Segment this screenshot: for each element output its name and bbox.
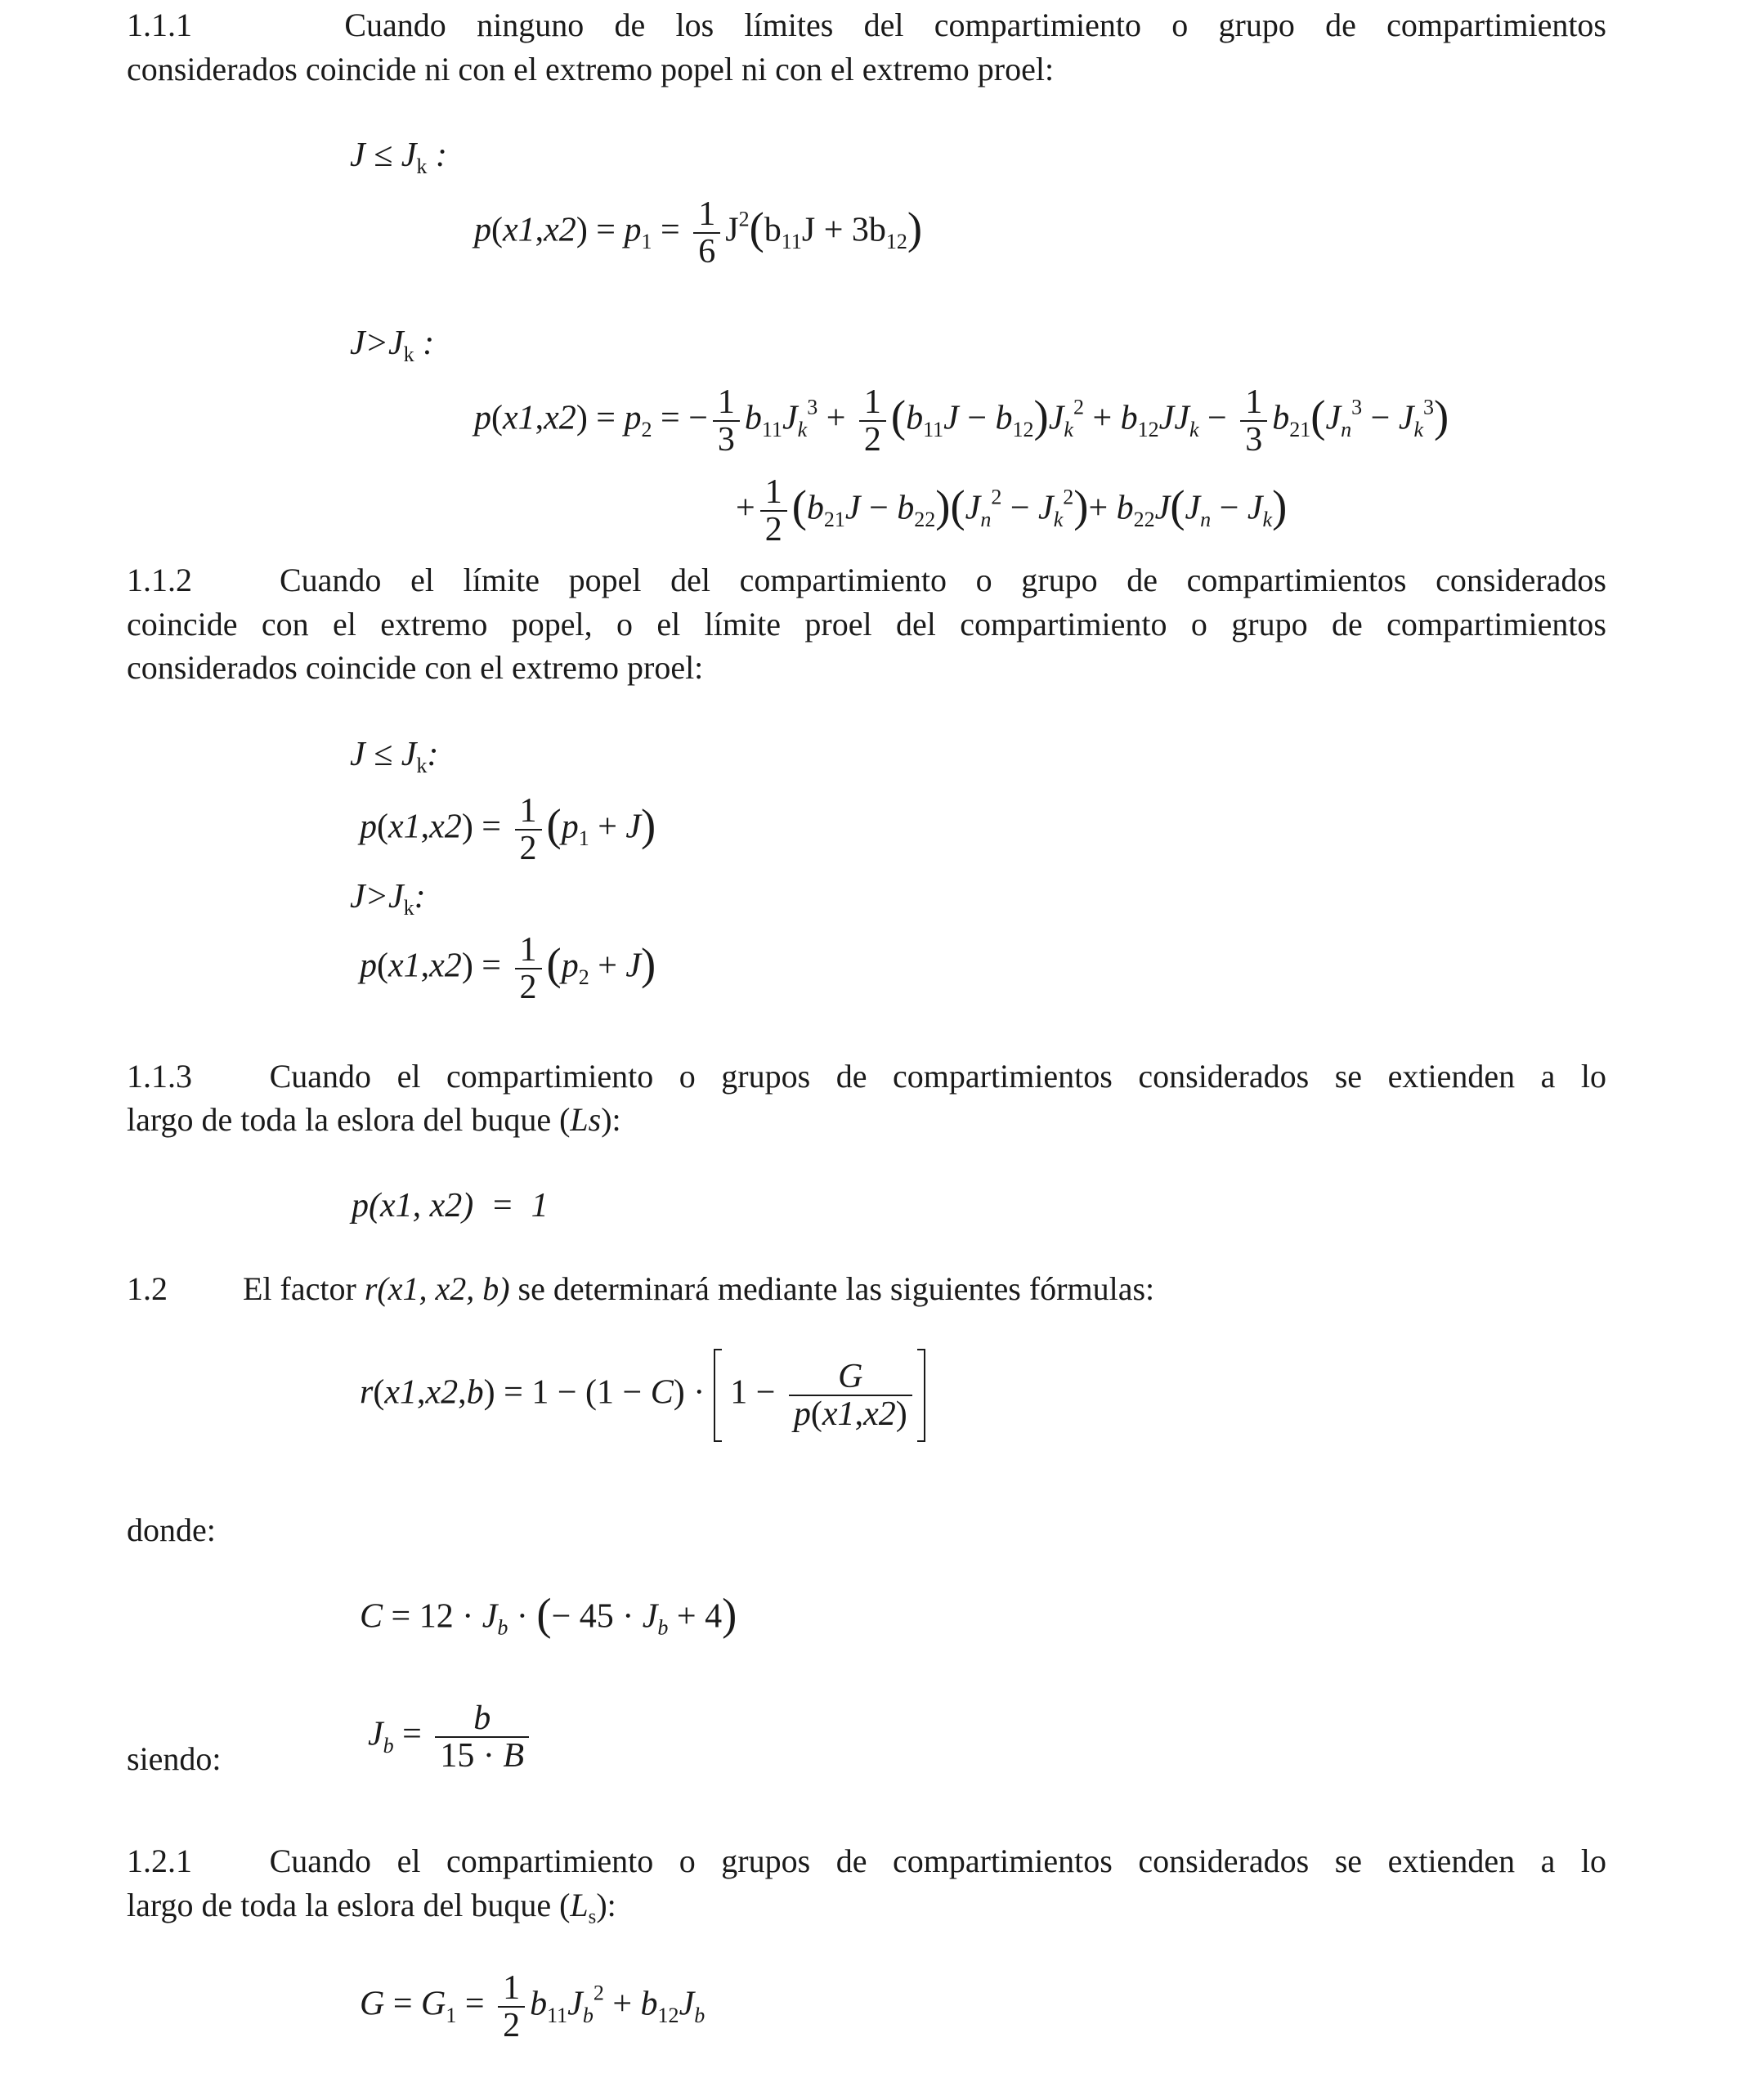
formula-p2-line1: $p(x1,x2) = p_2$ = − $\frac{1}{3}$ $b_{11}J_k^3$ + $\frac{1}{2}$ $(b_{11}J - b_{12})J_k^2 + b_{12}JJ_k$ − $\frac{1}{3}$ $b_{21}(J_n^3 - J_k^3)$ — [474, 383, 1449, 459]
section-number: 1.2.1 — [127, 1843, 192, 1879]
text-segment: ): — [596, 1887, 616, 1923]
formula-p1: $p(x1,x2) = p_1$ = $\frac{1}{6}$ $J^2(b_{11}J + 3b_{12})$ — [474, 195, 923, 271]
text-segment: largo de toda la eslora del buque ( — [127, 1101, 571, 1138]
text-segment: ): — [601, 1101, 621, 1138]
section-number: 1.1.3 — [127, 1058, 192, 1095]
section-1-1-3-line2 — [127, 1098, 621, 1142]
section-1-2-number: 1.2 — [127, 1270, 168, 1307]
text-segment: largo de toda la eslora del buque ( — [127, 1887, 571, 1923]
formula-half-p1: p(x1,x2) = $\frac{1}{2}$ $(p_1 + J)$ — [360, 792, 656, 868]
condition-j-gt-jk: $J>J_k$ : — [350, 325, 435, 367]
section-1-1-1-line1 — [127, 3, 1606, 47]
section-1-2-1-line2 — [127, 1883, 616, 1940]
section-1-1-2-line2: coincide con el extremo popel, o el límite proel del compartimiento o grupo de compartimientos — [127, 606, 1606, 643]
variable-r: r(x1, x2, b) — [364, 1270, 510, 1307]
formula-p2-line2: + $\frac{1}{2}$ $(b_{21}J - b_{22})(J_n^2 - J_k^2)+ b_{22}J(J_n - J_k)$ — [736, 473, 1288, 549]
section-1-2-text — [243, 1267, 1154, 1311]
formula-c: $C = 12 \cdot J_b$ · (− $45 \cdot J_b + 4$) — [360, 1589, 737, 1640]
donde-label: donde: — [127, 1511, 216, 1548]
variable-l: L — [570, 1887, 589, 1923]
section-1-1-1-line2: considerados coincide ni con el extremo popel ni con el extremo proel: — [127, 51, 1055, 87]
section-number: 1.1.1 — [127, 7, 192, 43]
condition-j-le-jk: $J \le J_k$ : — [350, 137, 447, 179]
variable-ls: Ls — [570, 1101, 602, 1138]
formula-r: r(x1,x2,b) = 1 − (1 − C) · 1 − $\frac{G}{p(x1,x2)}$ — [360, 1349, 925, 1442]
section-1-1-2-line1 — [127, 558, 1606, 602]
paragraph-text: Cuando el compartimiento o grupos de compartimientos considerados se extienden a lo — [269, 1058, 1607, 1095]
section-1-1-3-line1 — [127, 1054, 1606, 1099]
formula-jb: $J_b$ = $\frac{b}{15 \cdot B}$ — [368, 1700, 534, 1774]
text-segment: se determinará mediante las siguientes fórmulas: — [509, 1270, 1155, 1307]
section-1-1-2-line3: considerados coincide con el extremo proel: — [127, 649, 704, 686]
formula-half-p2: p(x1,x2) = $\frac{1}{2}$ $(p_2 + J)$ — [360, 931, 656, 1007]
paragraph-text: Cuando el límite popel del compartimiento o grupo de compartimientos considerados — [280, 562, 1606, 598]
condition-j-le-jk: $J \le J_k$: — [350, 736, 439, 778]
paragraph-text: Cuando ninguno de los límites del compartimiento o grupo de compartimientos — [344, 7, 1607, 43]
siendo-label: siendo: — [127, 1740, 222, 1777]
formula-p-equals-1: p(x1, x2) = 1 — [352, 1187, 549, 1225]
text-segment: El factor — [243, 1270, 365, 1307]
subscript-s: s — [588, 1905, 597, 1928]
condition-j-gt-jk: $J>J_k$: — [350, 878, 426, 920]
section-1-2-1-line1 — [127, 1839, 1606, 1883]
paragraph-text: Cuando el compartimiento o grupos de compartimientos considerados se extienden a lo — [269, 1843, 1607, 1879]
formula-g: $G = G_1$ = $\frac{1}{2}$ $b_{11}J_b^2 + b_{12}J_b$ — [360, 1969, 706, 2045]
section-number: 1.1.2 — [127, 562, 192, 598]
